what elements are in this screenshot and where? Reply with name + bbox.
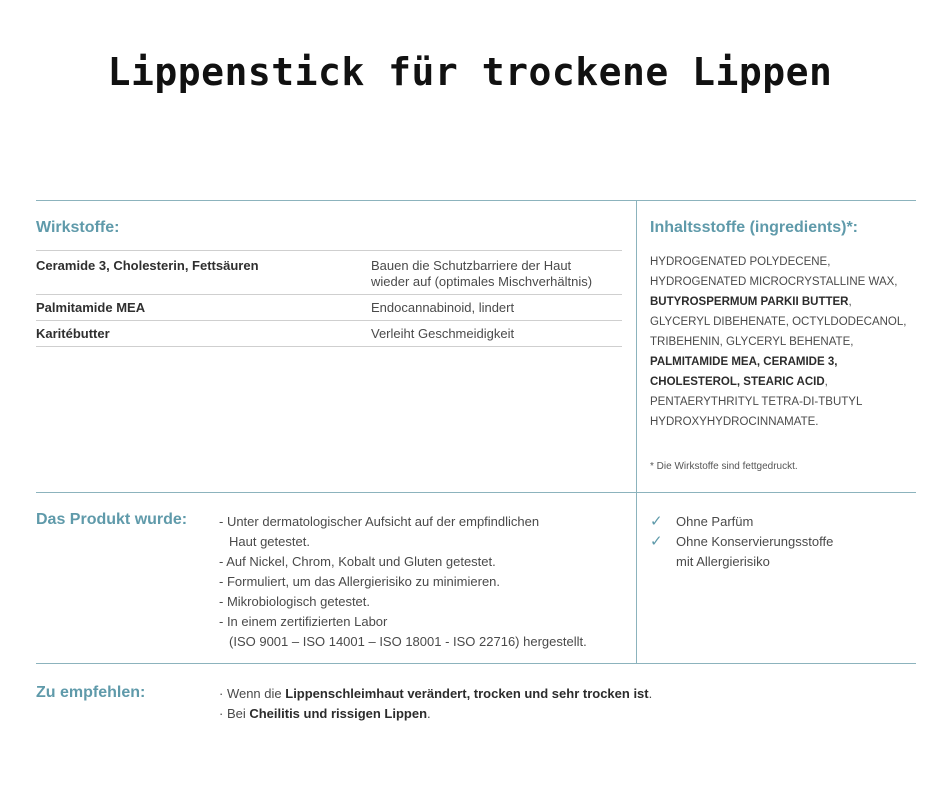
- list-item: - Mikrobiologisch getestet.: [219, 594, 371, 609]
- ingredient-segment: , PENTAERYTHRITYL TETRA-DI-TBUTYL HYDROXYHYDROCINNAMATE.: [650, 376, 862, 428]
- check-list: [650, 512, 833, 572]
- inhaltsstoffe-heading: Inhaltsstoffe (ingredients)*:: [650, 219, 859, 236]
- wirkstoff-description: Verleiht Geschmeidigkeit: [371, 326, 515, 341]
- list-item: (ISO 9001 – ISO 14001 – ISO 18001 - ISO 22716) hergestellt.: [229, 634, 587, 649]
- footnote: * Die Wirkstoffe sind fettgedruckt.: [650, 461, 798, 472]
- tested-list: [219, 512, 587, 652]
- ingredient-segment-bold: PALMITAMIDE MEA, CERAMIDE 3, CHOLESTEROL, STEARIC ACID: [650, 356, 838, 388]
- check-label: Ohne Parfüm: [676, 514, 754, 529]
- list-item: [219, 704, 652, 724]
- description-line: Bauen die Schutzbarriere der Haut: [371, 258, 572, 273]
- item-bold-text: Lippenschleimhaut verändert, trocken und sehr trocken ist: [285, 686, 649, 701]
- table-top-border: [36, 200, 916, 201]
- section-divider: [36, 663, 916, 664]
- check-label-line: mit Allergierisiko: [676, 554, 770, 569]
- list-item: [219, 684, 652, 704]
- wirkstoff-description: [371, 258, 592, 290]
- column-divider: [636, 200, 637, 664]
- item-bold-text: Cheilitis und rissigen Lippen: [249, 706, 428, 721]
- item-text: · Wenn die: [219, 686, 286, 701]
- recommendation-list: [219, 684, 652, 724]
- wirkstoffe-heading: Wirkstoffe:: [36, 219, 120, 236]
- row-divider: [36, 320, 622, 321]
- item-text: .: [648, 686, 653, 701]
- list-item: Haut getestet.: [229, 534, 310, 549]
- page-title: Lippenstick für trockene Lippen: [107, 50, 833, 94]
- row-divider: [36, 294, 622, 295]
- list-item: - Auf Nickel, Chrom, Kobalt und Gluten getestet.: [219, 554, 496, 569]
- checkmark-icon: ✓: [650, 533, 663, 550]
- list-item: - In einem zertifizierten Labor: [219, 614, 388, 629]
- list-item: - Formuliert, um das Allergierisiko zu minimieren.: [219, 574, 501, 589]
- produkt-heading: Das Produkt wurde:: [36, 511, 188, 528]
- ingredient-segment-bold: BUTYROSPERMUM PARKII BUTTER: [650, 296, 849, 308]
- item-text: .: [427, 706, 431, 721]
- wirkstoff-name: Palmitamide MEA: [36, 300, 146, 315]
- wirkstoff-name: Karitébutter: [36, 326, 110, 341]
- description-line: wieder auf (optimales Mischverhältnis): [371, 274, 593, 289]
- ingredient-segment: , GLYCERYL DIBEHENATE, OCTYLDODECANOL, TRIBEHENIN, GLYCERYL BEHENATE,: [650, 296, 907, 348]
- item-text: · Bei: [219, 706, 250, 721]
- row-divider: [36, 250, 622, 251]
- ingredient-segment: HYDROGENATED POLYDECENE, HYDROGENATED MICROCRYSTALLINE WAX,: [650, 256, 898, 288]
- wirkstoff-description: Endocannabinoid, lindert: [371, 300, 515, 315]
- check-item: [650, 512, 833, 532]
- row-divider: [36, 346, 622, 347]
- section-divider: [36, 492, 916, 493]
- ingredient-list: [650, 252, 908, 432]
- checkmark-icon: ✓: [650, 513, 663, 530]
- list-item: - Unter dermatologischer Aufsicht auf der empfindlichen: [219, 514, 540, 529]
- check-label: [676, 532, 833, 572]
- wirkstoff-name: Ceramide 3, Cholesterin, Fettsäuren: [36, 258, 259, 273]
- empfehlen-heading: Zu empfehlen:: [36, 684, 146, 701]
- check-item: [650, 532, 833, 572]
- check-label-line: Ohne Konservierungsstoffe: [676, 534, 834, 549]
